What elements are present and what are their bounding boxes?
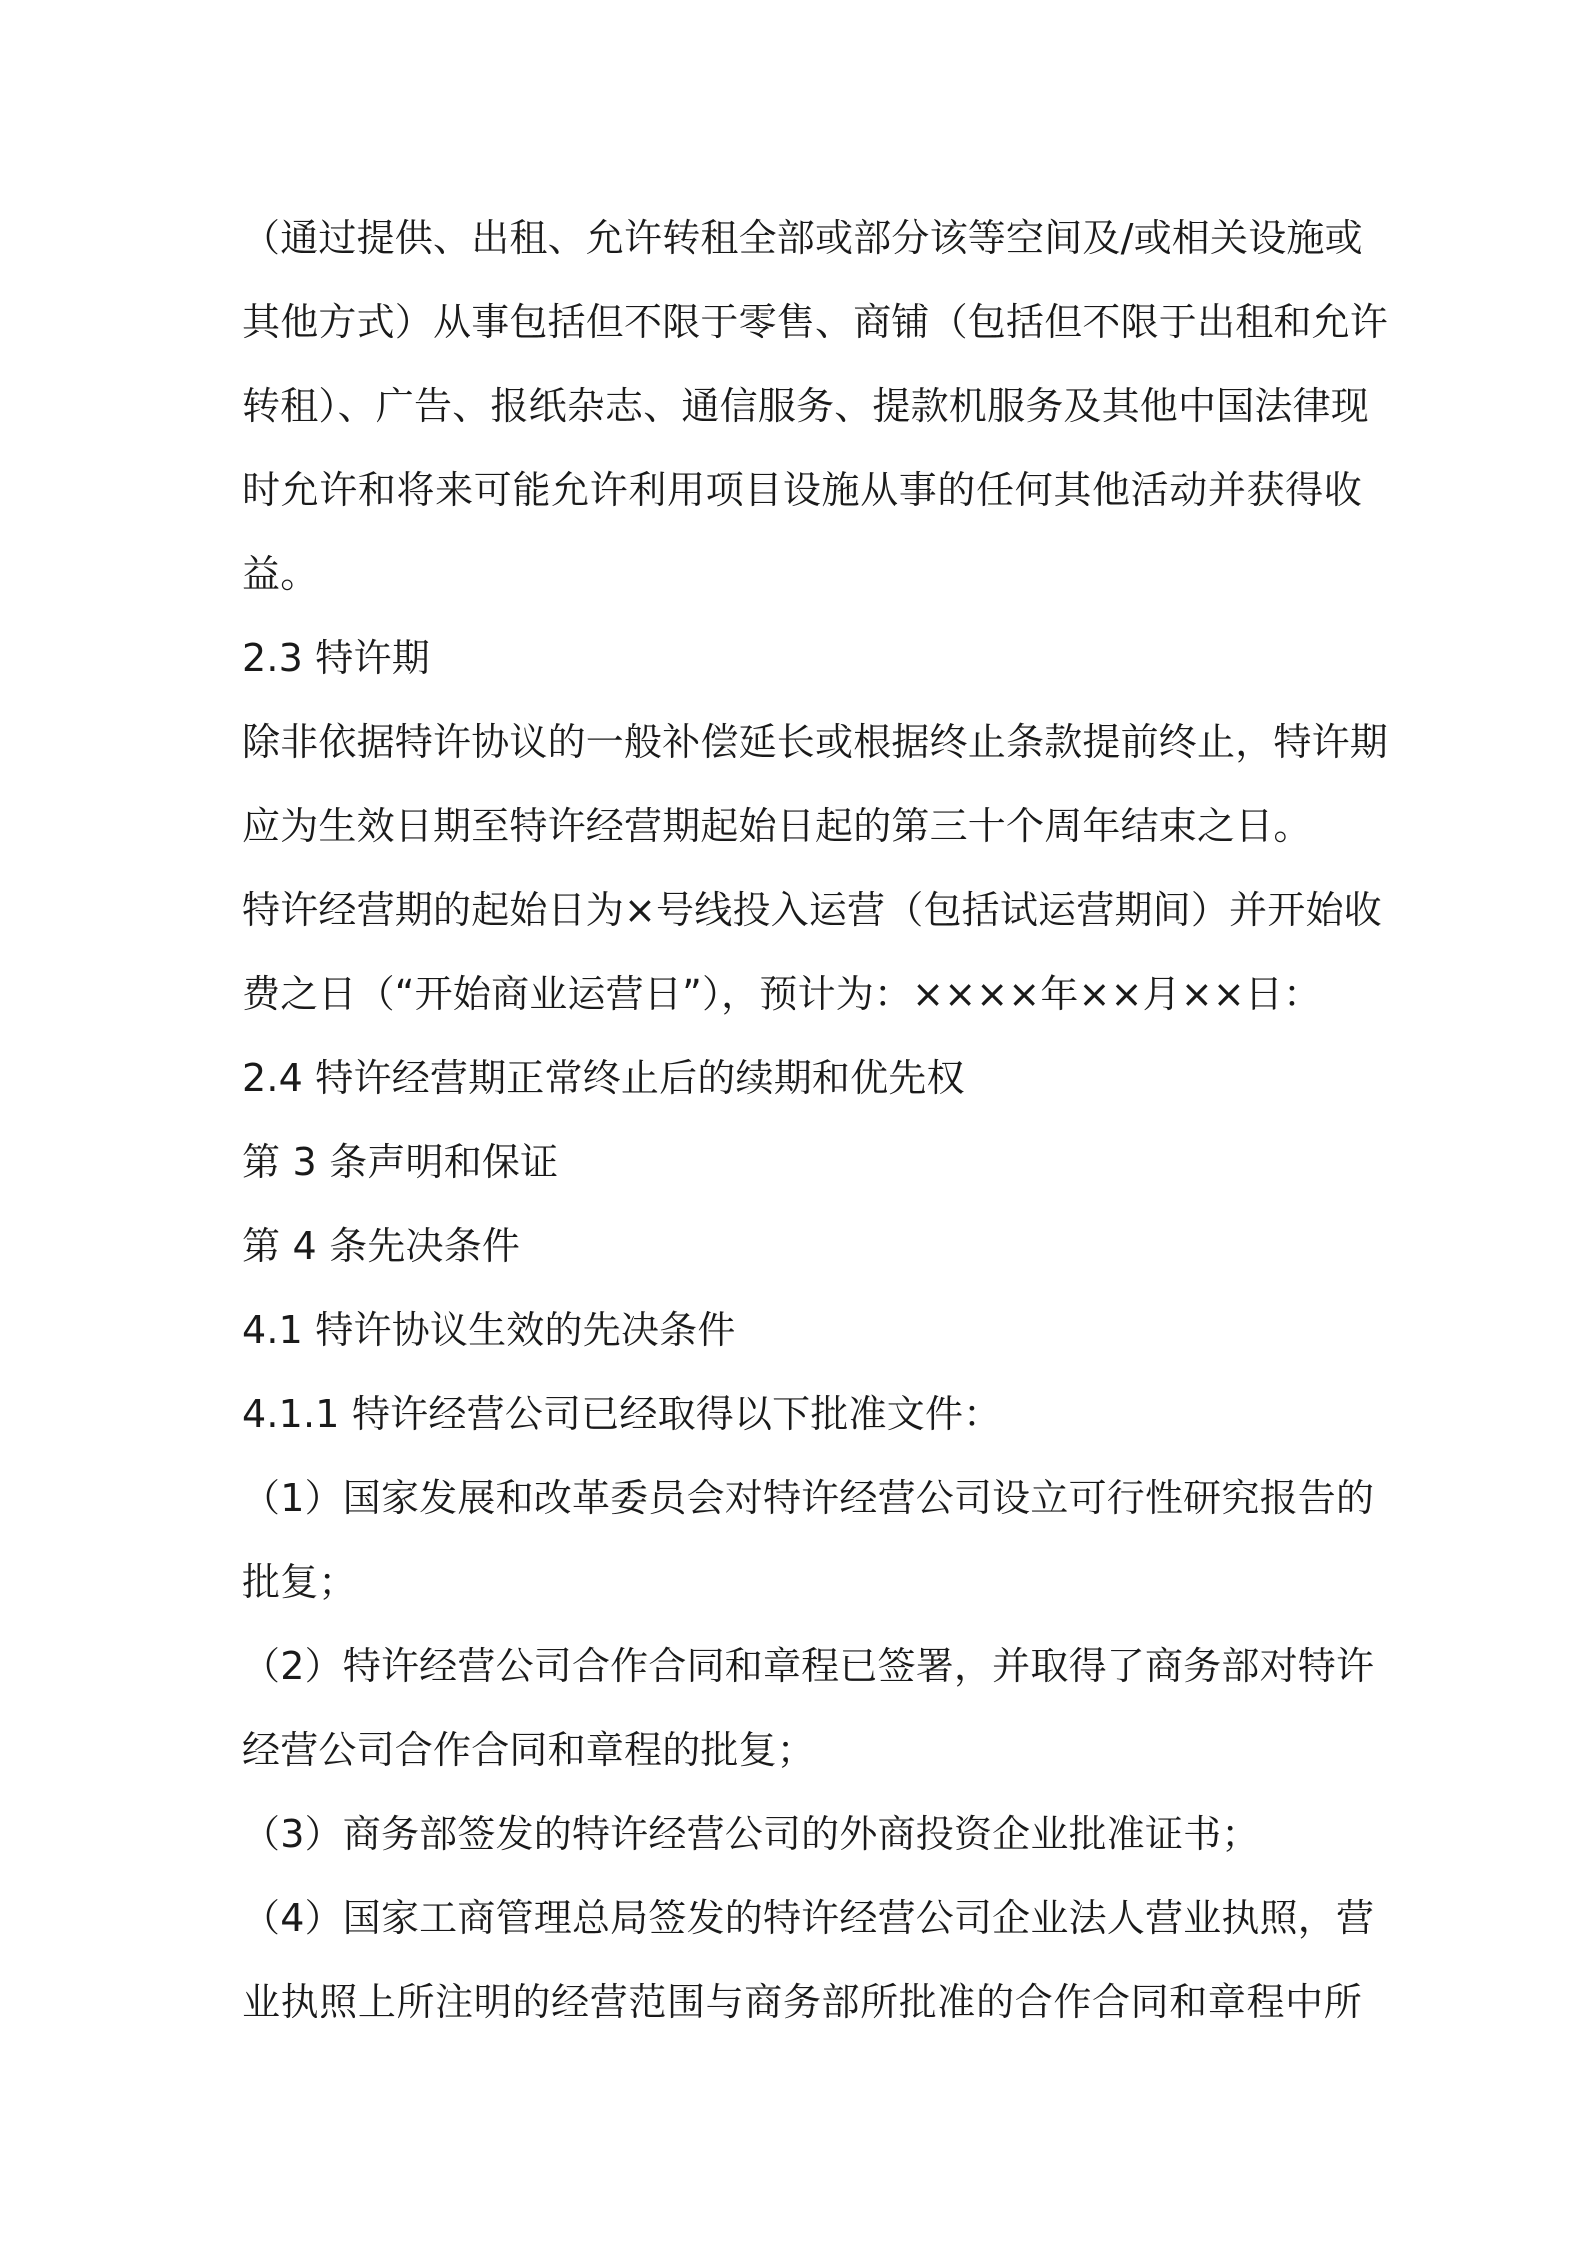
section-heading-2-3: 2.3 特许期 — [242, 636, 430, 680]
list-item-4: （4）国家工商管理总局签发的特许经营公司企业法人营业执照，营 — [242, 1896, 1375, 1940]
list-item-3: （3）商务部签发的特许经营公司的外商投资企业批准证书； — [242, 1812, 1260, 1856]
paragraph-line: 时允许和将来可能允许利用项目设施从事的任何其他活动并获得收 — [242, 468, 1362, 512]
list-item-2: （2）特许经营公司合作合同和章程已签署，并取得了商务部对特许 — [242, 1644, 1375, 1688]
paragraph-line: 转租）、广告、报纸杂志、通信服务、提款机服务及其他中国法律现 — [242, 384, 1370, 428]
document-body — [242, 196, 1389, 2044]
list-item-1: （1）国家发展和改革委员会对特许经营公司设立可行性研究报告的 — [242, 1476, 1375, 1520]
paragraph-line: 经营公司合作合同和章程的批复； — [242, 1728, 816, 1772]
paragraph-line: 应为生效日期至特许经营期起始日起的第三十个周年结束之日。 — [242, 804, 1312, 848]
section-heading-4-1: 4.1 特许协议生效的先决条件 — [242, 1308, 736, 1352]
paragraph-line: 特许经营期的起始日为×号线投入运营（包括试运营期间）并开始收 — [242, 888, 1382, 932]
paragraph-line: 费之日（“开始商业运营日”），预计为：××××年××月××日： — [242, 972, 1322, 1016]
paragraph-line: 其他方式）从事包括但不限于零售、商铺（包括但不限于出租和允许 — [242, 300, 1389, 344]
paragraph-line: 业执照上所注明的经营范围与商务部所批准的合作合同和章程中所 — [242, 1980, 1362, 2024]
section-heading-4-1-1: 4.1.1 特许经营公司已经取得以下批准文件： — [242, 1392, 1002, 1436]
article-heading-3: 第 3 条声明和保证 — [242, 1140, 559, 1184]
article-heading-4: 第 4 条先决条件 — [242, 1224, 521, 1268]
paragraph-line: （通过提供、出租、允许转租全部或部分该等空间及/或相关设施或 — [242, 216, 1363, 260]
paragraph-line: 批复； — [242, 1560, 357, 1604]
paragraph-line: 益。 — [242, 552, 319, 596]
section-heading-2-4: 2.4 特许经营期正常终止后的续期和优先权 — [242, 1056, 965, 1100]
paragraph-line: 除非依据特许协议的一般补偿延长或根据终止条款提前终止，特许期 — [242, 720, 1389, 764]
